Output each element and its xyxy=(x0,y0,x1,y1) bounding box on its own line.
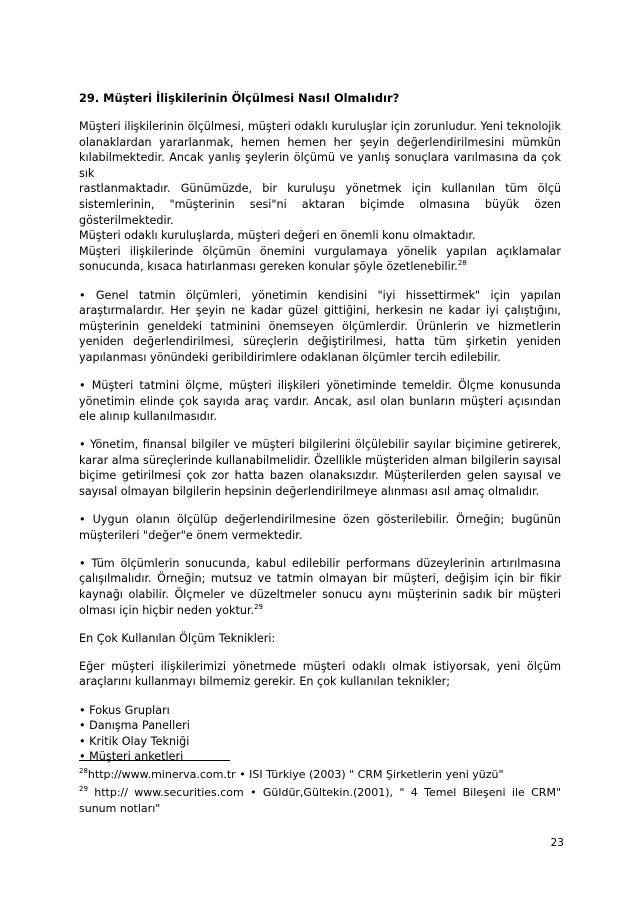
intro-line: kılabilmektedir. Ancak yanlış şeylerin ölçümü ve yanlış sonuçlara varılmasına da çok sık xyxy=(79,151,561,180)
techniques-title: En Çok Kullanılan Ölçüm Teknikleri: xyxy=(79,631,276,645)
intro-line-text: sonucunda, kısaca hatırlanması gereken konular şöyle özetlenebilir. xyxy=(79,260,458,274)
footnote-ref-29: 29 xyxy=(254,602,264,611)
intro-paragraph xyxy=(79,119,561,275)
footnote-number: 28 xyxy=(79,767,88,775)
page-content xyxy=(79,91,561,765)
footnote xyxy=(79,785,561,817)
intro-line: Müşteri ilişkilerinin ölçülmesi, müşteri odaklı kuruluşlar için zorunludur. Yeni teknolojik xyxy=(79,120,561,134)
bullet-paragraph: • Yönetim, finansal bilgiler ve müşteri bilgilerini ölçülebilir sayılar biçimine getirerek, karar alma süreçlerinde kullanabilmelidir. Özellikle müşteriden alman bilgilerin sayısal biçime getirilmesi çok zor hatta bazen olanaksızdır. Müşterilerden gelen sayısal ve sayısal olmayan bilgilerin hepsinin değerlendirilmeye alınması asıl amaç olmalıdır. xyxy=(79,438,561,499)
bullet-text: • Tüm ölçümlerin sonucunda, kabul edilebilir performans düzeylerinin artırılmasına çalışılmalıdır. Örneğin; mutsuz ve tatmin olmayan bir müşteri, değişim için bir fikir kaynağı olabilir. Ölçmeler ve düzeltmeler sonucu aynı müşterinin sadık bir müşteri olması için hiçbir neden yoktur. xyxy=(79,556,561,617)
list-item: • Kritik Olay Tekniği xyxy=(79,734,190,748)
bullet-paragraph: • Uygun olanın ölçülüp değerlendirilmesine özen gösterilebilir. Örneğin; bugünün müşterileri "değer"e önem vermektedir. xyxy=(79,513,561,542)
techniques-intro: Eğer müşteri ilişkilerimizi yönetmede müşteri odaklı olmak istiyorsak, yeni ölçüm araçlarını kullanmayı bilmemiz gerekir. En çok kullanılan teknikler; xyxy=(79,659,561,689)
intro-line: sistemlerinin, "müşterinin sesi"ni aktaran biçimde olmasına büyük özen gösterilmektedir. xyxy=(79,198,561,227)
techniques-list xyxy=(79,703,561,765)
footnote xyxy=(79,767,561,783)
list-item: • Müşteri anketleri xyxy=(79,750,184,764)
intro-line-last xyxy=(79,259,561,275)
footnotes xyxy=(79,767,561,816)
bullet-paragraph xyxy=(79,556,561,618)
intro-line: Müşteri odaklı kuruluşlarda, müşteri değeri en önemli konu olmaktadır. xyxy=(79,229,476,243)
footnote-text: http://www.minerva.com.tr • ISI Türkiye (2003) " CRM Şirketlerin yeni yüzü" xyxy=(87,768,504,781)
bullet-paragraph: • Genel tatmin ölçümleri, yönetimin kendisini "iyi hissettirmek" için yapılan araştırmalardır. Her şeyin ne kadar güzel gittiğini, herkesin ne kadar iyi çalıştığını, müşterinin geneldeki tatminini önemseyen ölçümlerdir. Ürünlerin ve hizmetlerin yeniden değerlendirilmesi, süreçlerin değiştirilmesi, hatta tüm şirketin yeniden yapılanması yönündeki geribildirimlere odaklanan ölçümler tercih edilebilir. xyxy=(79,288,561,364)
page-number: 23 xyxy=(550,837,564,849)
list-item: • Fokus Grupları xyxy=(79,703,170,717)
footnote-ref-28: 28 xyxy=(457,259,467,268)
bullet-paragraph: • Müşteri tatmini ölçme, müşteri ilişkileri yönetiminde temeldir. Ölçme konusunda yönetimin elinde çok sayıda araç vardır. Ancak, asıl olan bunların müşteri açısından ele alınıp kullanılmasıdır. xyxy=(79,379,561,424)
footnote-number: 29 xyxy=(79,784,88,793)
footnote-divider xyxy=(79,760,230,761)
footnote-text: http:// www.securities.com • Güldür,Gültekin.(2001), " 4 Temel Bileşeni ile CRM" sunum notları" xyxy=(79,785,561,815)
intro-line: Müşteri ilişkilerinde ölçümün önemini vurgulamaya yönelik yapılan açıklamalar xyxy=(79,244,561,258)
intro-line: olanaklardan yararlanmak, hemen hemen her şeyin değerlendirilmesini mümkün xyxy=(79,135,561,149)
intro-line: rastlanmaktadır. Günümüzde, bir kuruluşu yönetmek için kullanılan tüm ölçü xyxy=(79,182,561,196)
section-heading: 29. Müşteri İlişkilerinin Ölçülmesi Nasıl Olmalıdır? xyxy=(79,91,400,105)
list-item: • Danışma Panelleri xyxy=(79,719,190,733)
